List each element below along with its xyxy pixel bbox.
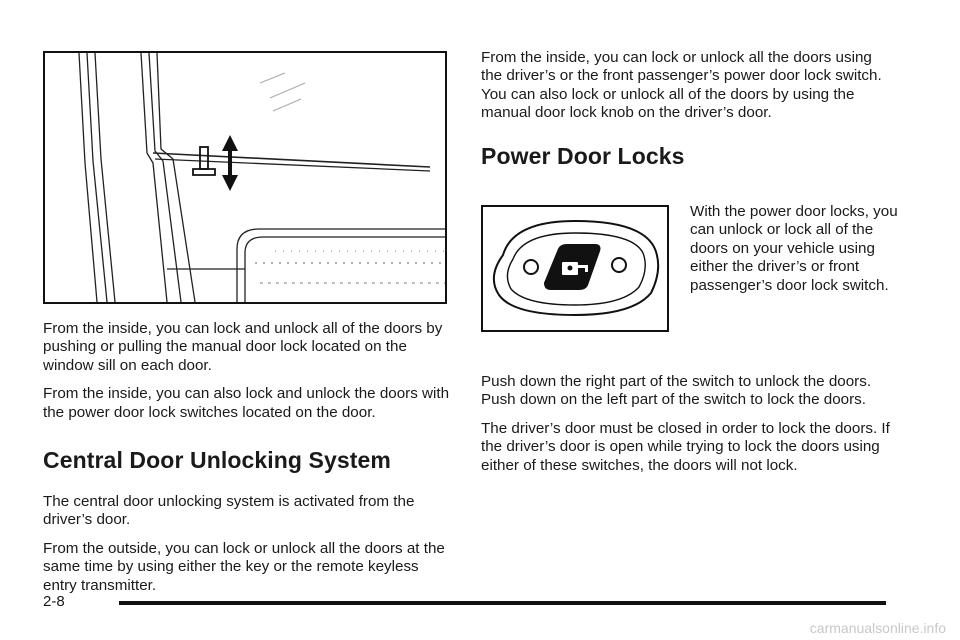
central-unlocking-paragraph: The central door unlocking system is activated from the driver’s door. [43, 493, 415, 529]
power-switch-paragraph: From the inside, you can also lock and unlock the doors with the power door lock switches located on the door. [43, 385, 450, 421]
inside-lock-paragraph: From the inside, you can lock or unlock all the doors using the driver’s or the front passenger’s power door lock switch. You can also lock or unlock all of the doors by using the manual door lock knob on the driver’s door. [481, 49, 882, 122]
drivers-door-warning-paragraph: The driver’s door must be closed in order to lock the doors. If the driver’s door is open while trying to lock the doors using either of these switches, the doors will not lock. [481, 419, 890, 474]
power-lock-switch-illustration [481, 205, 669, 332]
door-lock-knob-illustration [43, 51, 447, 304]
section-heading-power-door-locks: Power Door Locks [481, 142, 685, 169]
section-heading-central-unlocking: Central Door Unlocking System [43, 447, 391, 474]
unlock-instructions-paragraph: Push down the right part of the switch to unlock the doors. Push down on the left part of the switch to lock the doors. [481, 373, 872, 409]
intro-paragraph: From the inside, you can lock and unlock all of the doors by pushing or pulling the manual door lock located on the window sill on each door. [43, 320, 443, 374]
page-number: 2-8 [43, 593, 65, 610]
footer-rule [119, 601, 886, 605]
watermark: carmanualsonline.info [809, 620, 946, 636]
outside-lock-paragraph: From the outside, you can lock or unlock all the doors at the same time by using either the key or the remote keyless entry transmitter. [43, 539, 445, 594]
power-lock-figure-caption: With the power door locks, you can unlock or lock all of the doors on your vehicle using either the driver’s or front passenger’s door lock switch. [690, 203, 898, 294]
